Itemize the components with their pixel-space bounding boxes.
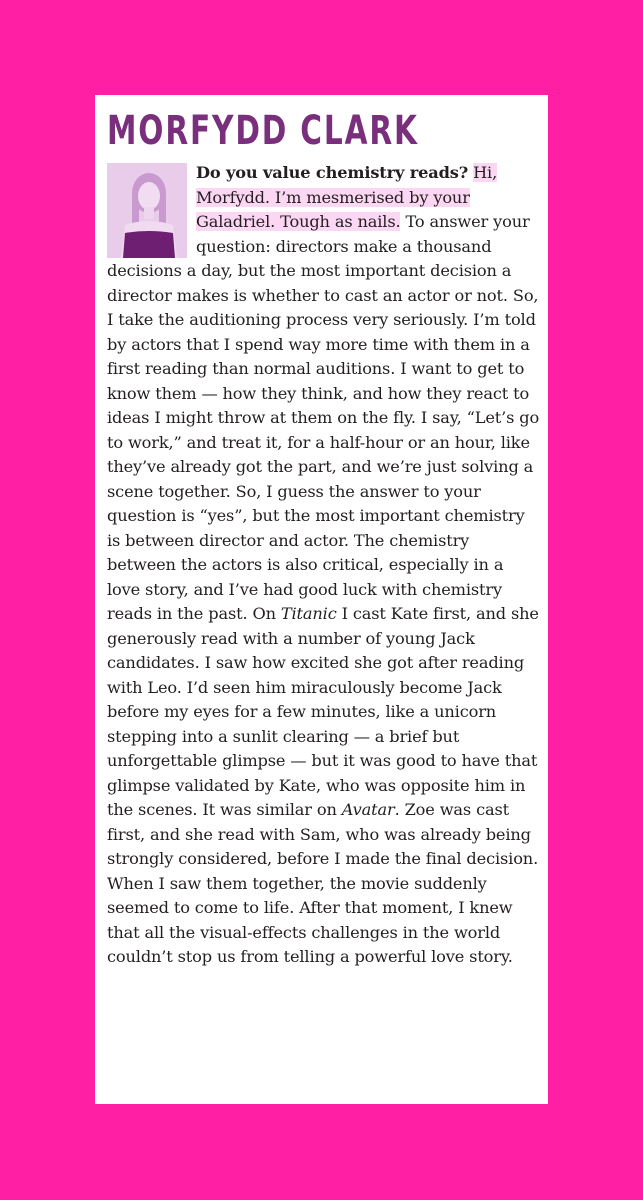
article-card xyxy=(95,95,548,1104)
person-name: MORFYDD CLARK xyxy=(107,108,419,154)
article-body xyxy=(107,161,541,970)
highlighted-greeting: Hi, Morfydd. I’m mesmerised by your Galadriel. Tough as nails. xyxy=(196,163,498,231)
answer-text-lead: To answer your question: directors make a thousand decisions a day, but the most important decision a director makes is whether to cast an actor or not. So, I take the auditioning process very seriously. I’m told by actors that I spend way more time with them in a first reading than normal auditions. I want to get to know them — how they think, and how they react to ideas I might throw at them on the fly. I say, “Let’s go to work,” and treat it, for a half-hour or an hour, like they’ve already got the part, and we’re just solving a scene together. So, I guess the answer to your question is “yes”, but the most important chemistry is between director and actor. The chemistry between the actors is also critical, especially in a love story, and I’ve had good luck with chemistry reads in the past. On xyxy=(107,212,540,623)
photo-wrap-spacer xyxy=(107,161,196,259)
film-title-avatar: Avatar xyxy=(341,800,395,819)
film-title-titanic: Titanic xyxy=(280,604,337,623)
answer-text-end: . Zoe was cast first, and she read with Sam, who was already being strongly considered, before I made the final decision. When I saw them together, the movie suddenly seemed to come to life. After that moment, I knew that all the visual-effects challenges in the world couldn’t stop us from telling a powerful love story. xyxy=(107,800,539,966)
answer-text-middle: I cast Kate first, and she generously read with a number of young Jack candidates. I saw how excited she got after reading with Leo. I’d seen him miraculously become Jack before my eyes for a few minutes, like a unicorn stepping into a sunlit clearing — a brief but unforgettable glimpse — but it was good to have that glimpse validated by Kate, who was opposite him in the scenes. It was similar on xyxy=(107,604,539,819)
question-text: Do you value chemistry reads? xyxy=(196,163,469,182)
